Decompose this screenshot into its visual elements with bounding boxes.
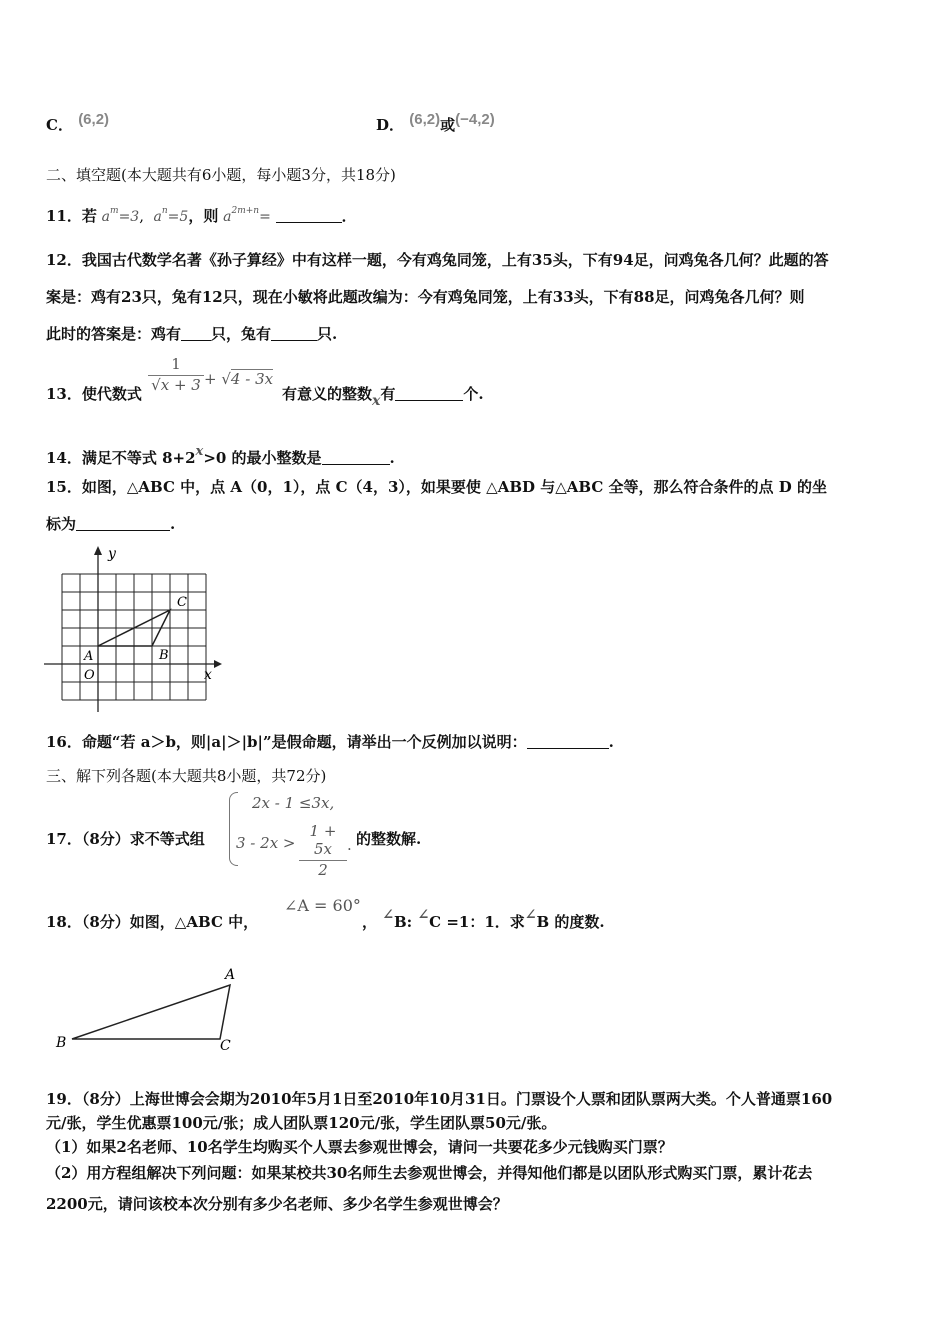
- question-12-line-3: 此时的答案是：鸡有 只，兔有 只.: [46, 325, 338, 343]
- q17-inequality-2-left: 3 - 2x >: [236, 834, 296, 852]
- q15-label-c: C: [177, 595, 187, 610]
- question-11: 11．若 $a^m=3$, $a^n=5$，则 $a^{2m+n}=$ ．: [46, 206, 357, 225]
- question-12-line-2: 案是：鸡有23只，兔有12只，现在小敏将此题改编为：今有鸡兔同笼，上有33头，下有88足，问鸡兔各几何？则: [46, 288, 805, 306]
- q18-label-b: B: [56, 1035, 67, 1051]
- question-13-label: 13．使代数式: [46, 385, 142, 403]
- q15-label-x: x: [204, 667, 212, 683]
- q18-triangle-figure: [50, 962, 250, 1057]
- question-14: 14．满足不等式 8+2x>0 的最小整数是 .: [46, 444, 395, 467]
- q15-coordinate-figure: [40, 540, 230, 715]
- question-19-part-2-cont: 2200元，请问该校本次分别有多少名老师、多少名学生参观世博会？: [46, 1195, 508, 1213]
- section-2-heading: 二、填空题(本大题共有6小题，每小题3分，共18分): [46, 166, 396, 184]
- q18-angle-a: ∠A = 60°: [284, 896, 361, 915]
- section-3-heading: 三、解下列各题(本大题共8小题，共72分): [46, 767, 327, 785]
- option-c-value: (6,2): [78, 111, 110, 128]
- answer-blank-12b: [271, 326, 317, 341]
- answer-blank-15: [76, 516, 170, 531]
- question-17-label: 17．（8分）求不等式组: [46, 830, 205, 848]
- answer-blank-13: [395, 386, 463, 401]
- answer-blank-14: [322, 450, 390, 465]
- question-16: 16．命题“若 a＞b，则|a|＞|b|”是假命题，请举出一个反例加以说明： .: [46, 733, 614, 751]
- question-19-line-1: 19．（8分）上海世博会会期为2010年5月1日至2010年10月31日。门票设个人票和团队票两大类。个人普通票160: [46, 1090, 833, 1108]
- option-d: D． (6,2)或(−4,2): [376, 111, 495, 134]
- answer-blank-16: [527, 734, 609, 749]
- question-15-line-1: 15．如图，△ABC 中，点 A（0，1），点 C（4，3），如果要使 △ABD 与△ABC 全等，那么符合条件的点 D 的坐: [46, 478, 827, 496]
- question-19-line-2: 元/张，学生优惠票100元/张；成人团队票120元/张，学生团队票50元/张。: [46, 1114, 557, 1132]
- question-15-line-2: 标为 .: [46, 515, 176, 533]
- q18-label-a: A: [225, 967, 236, 983]
- q13-radical: + √4 - 3x: [204, 370, 274, 388]
- q17-inequality-1: 2x - 1 ≤3x,: [252, 794, 335, 812]
- q17-system-brace: [229, 792, 238, 866]
- question-17-tail: 的整数解.: [356, 830, 422, 848]
- option-d-value1: (6,2): [409, 111, 441, 128]
- q15-label-y: y: [108, 546, 116, 562]
- q15-x-arrow: [214, 660, 222, 668]
- question-12-line-1: 12．我国古代数学名著《孙子算经》中有这样一题，今有鸡兔同笼，上有35头，下有94足，问鸡兔各几何？此题的答: [46, 251, 829, 269]
- q15-label-o: O: [84, 668, 95, 683]
- question-19-part-2: （2）用方程组解决下列问题：如果某校共30名师生去参观世博会，并得知他们都是以团队形式购买门票，累计花去: [46, 1164, 813, 1182]
- question-18: 18．（8分）如图，△ABC 中，: [46, 913, 259, 931]
- q17-fraction: 1 + 5x 2: [299, 822, 347, 879]
- q13-fraction: 1 √x + 3: [148, 355, 204, 394]
- q18-label-c: C: [220, 1038, 231, 1054]
- exam-page: C． (6,2) D． (6,2)或(−4,2) 二、填空题(本大题共有6小题，每小题3分，共18分) 11．若 $a^m=3$, $a^n=5$，则 $a^{2m+n}=$ ． 12．我国古代数学名著《孙子算经》中有这样一题，今有鸡兔同笼，上有35头，下有94足，问鸡兔各几何？此题的答 案是：鸡有23只，兔有12只，现在小敏将此题改编为：今有鸡兔同笼，上有33头，下有88足，问鸡兔各几何？则 此时的答案是：鸡有 只，兔有 只. 13．使代数式 1 √x + 3 + √4 - 3x 有意义的整数x有 个. 14．满足不等式 8+2x>0 的最小整数是 . 15．如图，△ABC 中，点 A（0，1），点 C（4，3），如果要使 △ABD 与△ABC 全等，那么符合条件的点 D 的坐 标为 . y x A O B C 16．命题“若 a＞b，则|a|＞|b|”是假命题，请举出一个反例加以说明： . 三、解下列各题(本大题共8小题，共72分) 17．（8分）求不等式组 2x - 1 ≤3x, 3 - 2x > 1 + 5x 2 . 的整数解. 18．（8分）如图，△ABC 中， ∠A = 60° ， ∠B: ∠C =1：1．求∠B 的度数. A B C 19．（8分）上海世博会会期为2010年5月1日至2010年10月31日。门票设个人票和团队票两大类。个人普通票160 元/张，学生优惠票100元/张；成人团队票120元/张，学生团队票50元/张。 （1）如果2名老师、10名学生均购买个人票去参观世博会，请问一共要花多少元钱购买门票？ （2）用方程组解决下列问题：如果某校共30名师生去参观世博会，并得知他们都是以团队形式购买门票，累计花去 2200元，请问该校本次分别有多少名老师、多少名学生参观世博会？: [0, 0, 950, 1344]
- question-18-tail: ， ∠B: ∠C =1：1．求∠B 的度数.: [362, 907, 605, 931]
- q15-y-arrow: [94, 546, 102, 555]
- option-c: C． (6,2): [46, 111, 110, 134]
- answer-blank-11: [276, 208, 342, 223]
- answer-blank-12a: [181, 326, 211, 341]
- q18-triangle: [72, 985, 230, 1039]
- option-d-value2: (−4,2): [455, 111, 495, 128]
- question-13-tail: 有意义的整数x有 个.: [282, 385, 484, 409]
- q15-label-a: A: [84, 649, 94, 664]
- question-19-part-1: （1）如果2名老师、10名学生均购买个人票去参观世博会，请问一共要花多少元钱购买门票？: [46, 1138, 673, 1156]
- q15-label-b: B: [159, 648, 169, 663]
